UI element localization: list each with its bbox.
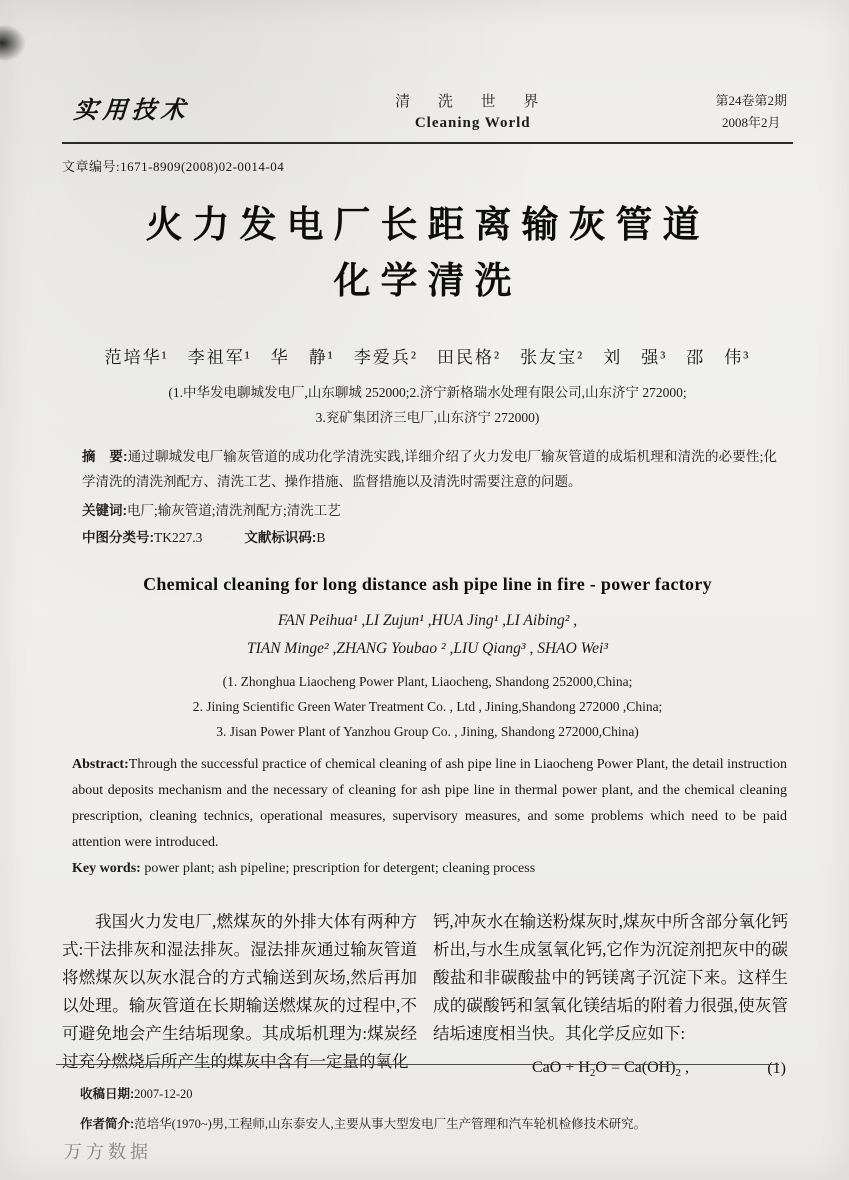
body-paragraph-right: 钙,冲灰水在输送粉煤灰时,煤灰中所含部分氧化钙析出,与水生成氢氧化钙,它作为沉淀剂把灰中的碳酸盐和非碳酸盐中的钙镁离子沉淀下来。这样生成的碳酸钙和氢氧化镁结垢的附着力很强,使灰管结垢速度相当快。其化学反应如下: [433, 912, 788, 1043]
affiliation-en-line-3: 3. Jisan Power Plant of Yanzhou Group Co. , Jining, Shandong 272000,China) [216, 724, 639, 739]
classification-line [62, 525, 793, 550]
authors-en-line-2: TIAN Minge² ,ZHANG Youbao ² ,LIU Qiang³ , SHAO Wei³ [246, 640, 609, 657]
equation-part-1: CaO + H [531, 1059, 590, 1076]
clc-label: 中图分类号: [82, 530, 154, 545]
affiliations-en [62, 669, 793, 744]
body-left-column [62, 908, 417, 1087]
journal-header [62, 0, 793, 134]
issue-date: 2008年2月 [721, 115, 781, 130]
equation-part-2: O = Ca(OH) [595, 1059, 676, 1076]
equation-subscript-2: 2 [675, 1067, 682, 1080]
authors-en [62, 607, 793, 663]
header-rule [62, 142, 793, 144]
issue-info [715, 90, 787, 134]
journal-name-cn: 清 洗 世 界 [395, 94, 551, 110]
equation-number: (1) [767, 1060, 786, 1077]
equation-subscript-1: 2 [589, 1067, 596, 1080]
affiliation-en-line-1: (1. Zhonghua Liaocheng Power Plant, Liaocheng, Shandong 252000,China; [222, 674, 633, 689]
received-date-line [56, 1079, 779, 1109]
abstract-cn [62, 444, 793, 494]
clc-value: TK227.3 [154, 530, 203, 545]
author-bio-label: 作者简介: [80, 1117, 135, 1131]
keywords-cn-label: 关键词: [82, 503, 127, 518]
body-paragraph-left: 我国火力发电厂,燃煤灰的外排大体有两种方式:干法排灰和湿法排灰。湿法排灰通过输灰管道将燃煤灰以灰水混合的方式输送到灰场,然后再加以处理。输灰管道在长期输送燃煤灰的过程中,不可避免地会产生结垢现象。其成垢机理为:煤炭经过充分燃烧后所产生的煤灰中含有一定量的氧化 [62, 912, 417, 1071]
author-bio-line [56, 1109, 779, 1139]
received-date-label: 收稿日期: [80, 1087, 135, 1101]
author-bio-text: 范培华(1970~)男,工程师,山东泰安人,主要从事大型发电厂生产管理和汽车轮机检修技术研究。 [134, 1117, 647, 1131]
doc-code-label: 文献标识码: [244, 530, 317, 545]
keywords-cn-text: 电厂;输灰管道;清洗剂配方;清洗工艺 [127, 503, 341, 518]
doc-code-value: B [316, 530, 326, 545]
equation-part-3: , [681, 1059, 690, 1076]
footnote-block [56, 1064, 779, 1139]
affiliations-cn [62, 380, 793, 430]
article-title-cn [62, 197, 793, 309]
column-label: 实用技术 [72, 98, 191, 124]
authors-cn: 范培华¹ 李祖军¹ 华 静¹ 李爱兵² 田民格² 张友宝² 刘 强³ 邵 伟³ [104, 348, 751, 367]
received-date-value: 2007-12-20 [134, 1087, 193, 1101]
title-line-1: 火力发电厂长距离输灰管道 [145, 204, 710, 245]
issue-number: 第24卷第2期 [715, 93, 787, 108]
affiliation-cn-line-2: 3.兖矿集团济三电厂,山东济宁 272000) [315, 410, 540, 425]
body-right-column [433, 908, 788, 1087]
journal-name-en: Cleaning World [414, 115, 531, 131]
abstract-cn-text: 通过聊城发电厂输灰管道的成功化学清洗实践,详细介绍了火力发电厂输灰管道的成垢机理和清洗的必要性;化学清洗的清洗剂配方、清洗工艺、操作措施、监督措施以及清洗时需要注意的问题。 [82, 449, 778, 489]
keywords-en-text: power plant; ash pipeline; prescription for detergent; cleaning process [144, 861, 536, 876]
wanfang-data-watermark: 万方数据 [64, 1142, 152, 1162]
abstract-en-label: Abstract: [72, 757, 129, 772]
abstract-cn-label: 摘 要: [82, 449, 128, 464]
body-columns [62, 908, 793, 1087]
abstract-en [62, 752, 793, 856]
article-title-en: Chemical cleaning for long distance ash pipe line in fire - power factory [143, 574, 712, 594]
affiliation-en-line-2: 2. Jining Scientific Green Water Treatment Co. , Ltd , Jining,Shandong 272000 ,China; [192, 699, 663, 714]
article-number: 文章编号:1671-8909(2008)02-0014-04 [62, 159, 285, 174]
keywords-en-label: Key words: [72, 861, 141, 876]
abstract-en-text: Through the successful practice of chemical cleaning of ash pipe line in Liaocheng Power Plant, the detail instruction about deposits mechanism and the necessary of cleaning for ash pipe line in thermal power plant, and the chemical cleaning prescription, cleaning technics, operational measures, supervisory measures, and some problems which need to be paid attention were introduced. [72, 757, 787, 850]
keywords-cn [62, 498, 793, 523]
journal-name-block [395, 90, 550, 132]
authors-en-line-1: FAN Peihua¹ ,LI Zujun¹ ,HUA Jing¹ ,LI Aibing² , [277, 612, 578, 629]
title-line-2: 化学清洗 [333, 260, 522, 301]
affiliation-cn-line-1: (1.中华发电聊城发电厂,山东聊城 252000;2.济宁新格瑞水处理有限公司,山东济宁 272000; [168, 385, 687, 400]
keywords-en [62, 856, 793, 882]
